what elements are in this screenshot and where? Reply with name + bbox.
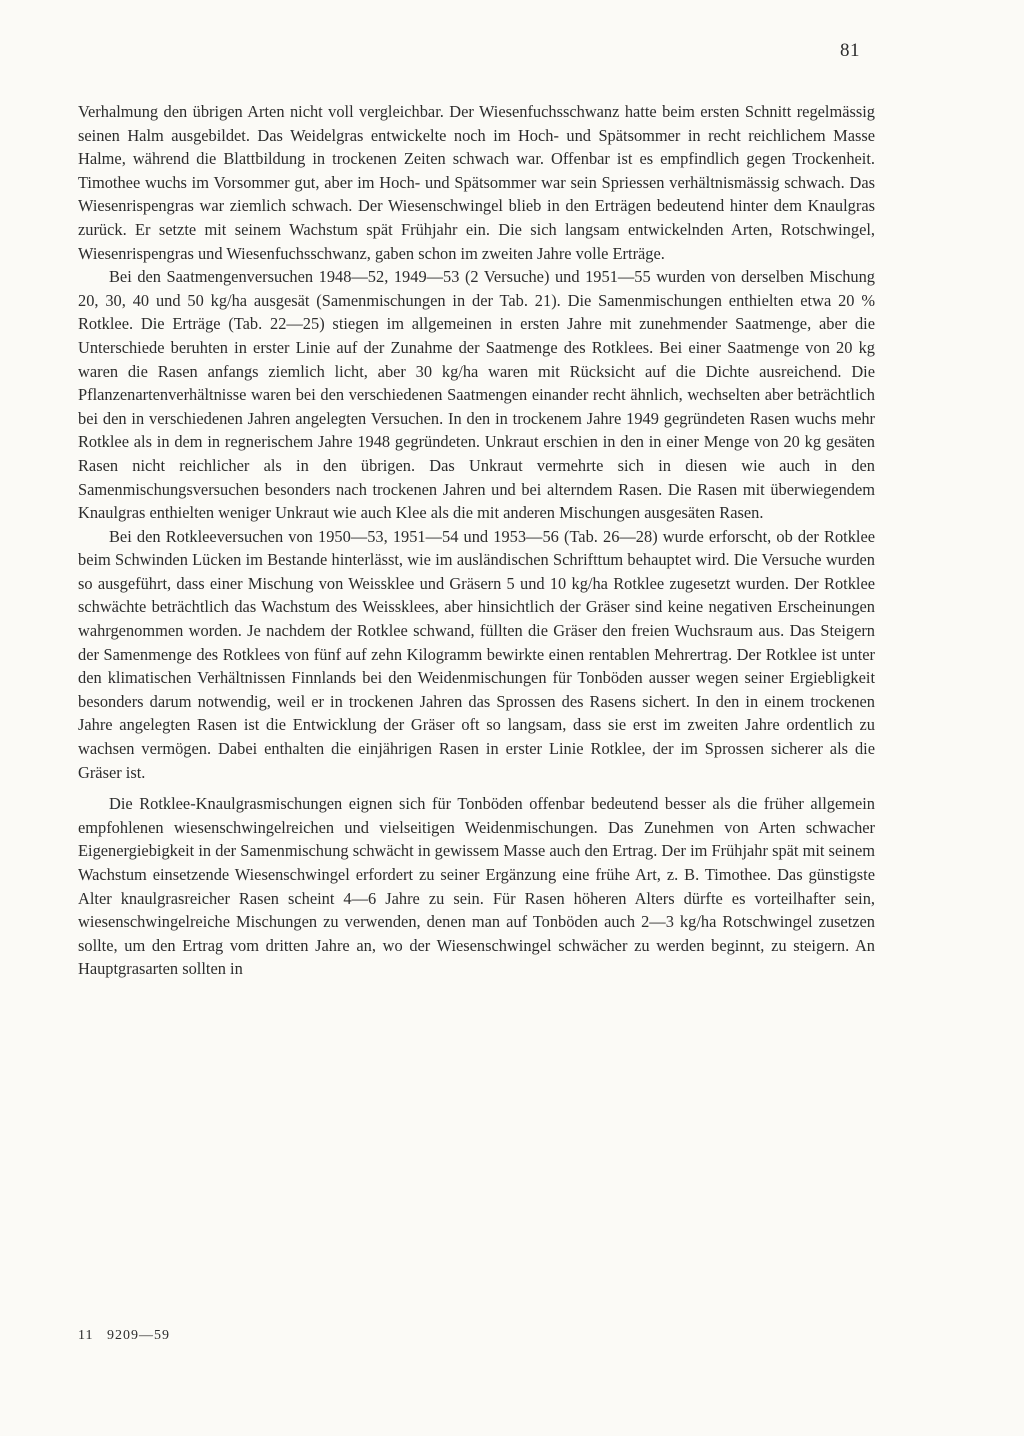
paragraph-4: Die Rotklee-Knaulgrasmischungen eignen sich für Tonböden offenbar bedeutend besser als die früher allgemein empfohlenen wiesenschwingelreichen und vielseitigen Weidenmischungen. Das Zunehmen von Arten schwacher Eigenergiebigkeit in der Samenmischung schwächt in gewissem Masse auch den Ertrag. Der im Frühjahr spät mit seinem Wachstum einsetzende Wiesenschwingel erfordert zu seiner Ergänzung eine frühe Art, z. B. Timothee. Das günstigste Alter knaulgrasreicher Rasen scheint 4—6 Jahre zu sein. Für Rasen höheren Alters dürfte es vorteilhafter sein, wiesenschwingelreiche Mischungen zu verwenden, denen man auf Tonböden auch 2—3 kg/ha Rotschwingel zusetzen sollte, um den Ertrag vom dritten Jahre an, wo der Wiesenschwingel schwächer zu werden beginnt, zu steigern. An Hauptgrasarten sollten in — [78, 794, 875, 979]
body-text — [78, 100, 875, 981]
paragraph-2: Bei den Saatmengenversuchen 1948—52, 1949—53 (2 Versuche) und 1951—55 wurden von derselben Mischung 20, 30, 40 und 50 kg/ha ausgesät (Samenmischungen in der Tab. 21). Die Samenmischungen enthielten etwa 20 % Rotklee. Die Erträge (Tab. 22—25) stiegen im allgemeinen in ersten Jahre mit zunehmender Saatmenge, aber die Unterschiede beruhten in erster Linie auf der Zunahme der Saatmenge des Rotklees. Bei einer Saatmenge von 20 kg waren die Rasen anfangs ziemlich licht, aber 30 kg/ha waren mit Rücksicht auf die Dichte ausreichend. Die Pflanzenartenverhältnisse waren bei den verschiedenen Saatmengen einander recht ähnlich, wechselten aber beträchtlich bei den in verschiedenen Jahren angelegten Versuchen. In den in trockenem Jahre 1949 gegründeten Rasen wuchs mehr Rotklee als in dem in regnerischem Jahre 1948 gegründeten. Unkraut erschien in den in einer Menge von 20 kg gesäten Rasen nicht reichlicher als in den übrigen. Das Unkraut vermehrte sich in diesen wie auch in den Samenmischungsversuchen besonders nach trockenen Jahren und bei alterndem Rasen. Die Rasen mit überwiegendem Knaulgras enthielten weniger Unkraut wie auch Klee als die mit anderen Mischungen ausgesäten Rasen. — [78, 267, 875, 523]
page-number: 81 — [840, 40, 860, 61]
printer-signature: 11 9209—59 — [78, 1328, 170, 1343]
paragraph-1: Verhalmung den übrigen Arten nicht voll vergleichbar. Der Wiesenfuchsschwanz hatte beim ersten Schnitt regelmässig seinen Halm ausgebildet. Das Weidelgras entwickelte noch im Hoch- und Spätsommer in recht reichlichem Masse Halme, während die Blattbildung in trockenen Zeiten schwach war. Offenbar ist es empfindlich gegen Trockenheit. Timothee wuchs im Vorsommer gut, aber im Hoch- und Spätsommer war sein Spriessen verhältnismässig schwach. Das Wiesenrispengras war ziemlich schwach. Der Wiesenschwingel blieb in den Erträgen bedeutend hinter dem Knaulgras zurück. Er setzte mit seinem Wachstum spät Frühjahr ein. Die sich langsam entwickelnden Arten, Rotschwingel, Wiesenrispengras und Wiesenfuchsschwanz, gaben schon im zweiten Jahre volle Erträge. — [78, 102, 875, 263]
paragraph-3: Bei den Rotkleeversuchen von 1950—53, 1951—54 und 1953—56 (Tab. 26—28) wurde erforscht, ob der Rotklee beim Schwinden Lücken im Bestande hinterlässt, wie im ausländischen Schrifttum behauptet wird. Die Versuche wurden so ausgeführt, dass einer Mischung von Weissklee und Gräsern 5 und 10 kg/ha Rotklee zugesetzt wurden. Der Rotklee schwächte beträchtlich das Wachstum des Weissklees, aber hinsichtlich der Gräser sind keine negativen Erscheinungen wahrgenommen worden. Je nachdem der Rotklee schwand, füllten die Gräser den freien Wuchsraum aus. Das Steigern der Samenmenge des Rotklees von fünf auf zehn Kilogramm bewirkte einen rentablen Mehrertrag. Der Rotklee ist unter den klimatischen Verhältnissen Finnlands bei den Weidenmischungen für Tonböden ausser wegen seiner Ergiebligkeit besonders darum notwendig, weil er in trockenen Jahren das Sprossen des Rasens sichert. In den in einem trockenen Jahre angelegten Rasen ist die Entwicklung der Gräser oft so langsam, dass sie erst im zweiten Jahre ordentlich zu wachsen vermögen. Dabei enthalten die einjährigen Rasen in erster Linie Rotklee, der im Sprossen sicherer als die Gräser ist. — [78, 526, 875, 782]
